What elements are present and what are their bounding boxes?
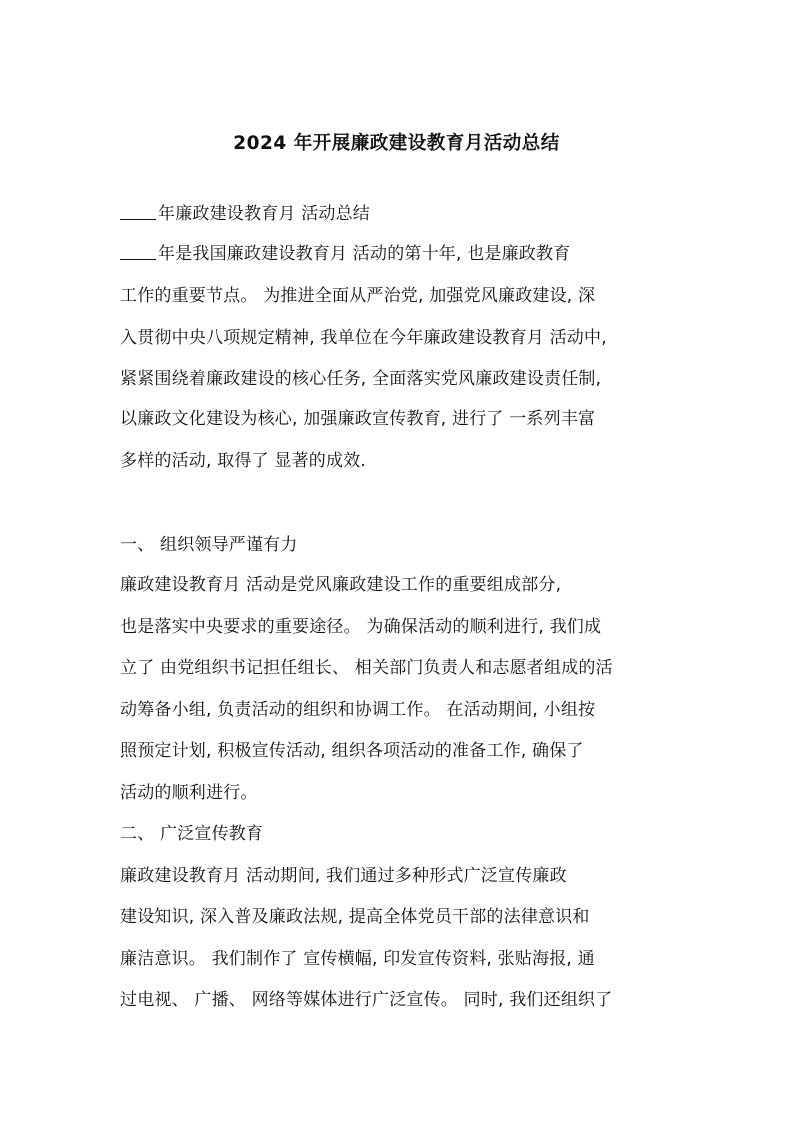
section-1-heading: 一、 组织领导严谨有力 [120, 535, 298, 555]
document-title: 2024 年开展廉政建设教育月活动总结 [233, 133, 560, 154]
heading-line [120, 200, 370, 226]
section-1-line: 立了 由党组织书记担任组长、 相关部门负责人和志愿者组成的活 [120, 658, 613, 678]
section-1-line: 廉政建设教育月 活动是党风廉政建设工作的重要组成部分, [120, 575, 562, 595]
blank-underline [120, 241, 156, 260]
blank-underline [120, 201, 156, 220]
section-1-line: 也是落实中央要求的重要途径。 为确保活动的顺利进行, 我们成 [120, 617, 602, 637]
section-1-line: 活动的顺利进行。 [120, 783, 258, 803]
intro-text: 年是我国廉政建设教育月 活动的第十年, 也是廉政教育 [158, 244, 571, 264]
section-1-line: 照预定计划, 积极宣传活动, 组织各项活动的准备工作, 确保了 [120, 741, 584, 761]
intro-line: 多样的活动, 取得了 显著的成效. [120, 451, 367, 471]
intro-line [120, 240, 570, 266]
intro-line: 工作的重要节点。 为推进全面从严治党, 加强党风廉政建设, 深 [120, 286, 596, 306]
section-2-heading: 二、 广泛宣传教育 [120, 824, 264, 844]
section-2-line: 过电视、 广播、 网络等媒体进行广泛宣传。 同时, 我们还组织了 [120, 990, 613, 1010]
section-2-line: 廉洁意识。 我们制作了 宣传横幅, 印发宣传资料, 张贴海报, 通 [120, 949, 595, 969]
intro-line: 入贯彻中央八项规定精神, 我单位在今年廉政建设教育月 活动中, [120, 328, 607, 348]
intro-line: 紧紧围绕着廉政建设的核心任务, 全面落实党风廉政建设责任制, [120, 369, 602, 389]
heading-text: 年廉政建设教育月 活动总结 [158, 204, 371, 224]
intro-line: 以廉政文化建设为核心, 加强廉政宣传教育, 进行了 一系列丰富 [120, 409, 596, 429]
section-2-line: 廉政建设教育月 活动期间, 我们通过多种形式广泛宣传廉政 [120, 866, 567, 886]
section-1-line: 动筹备小组, 负责活动的组织和协调工作。 在活动期间, 小组按 [120, 700, 596, 720]
section-2-line: 建设知识, 深入普及廉政法规, 提高全体党员干部的法律意识和 [120, 907, 590, 927]
